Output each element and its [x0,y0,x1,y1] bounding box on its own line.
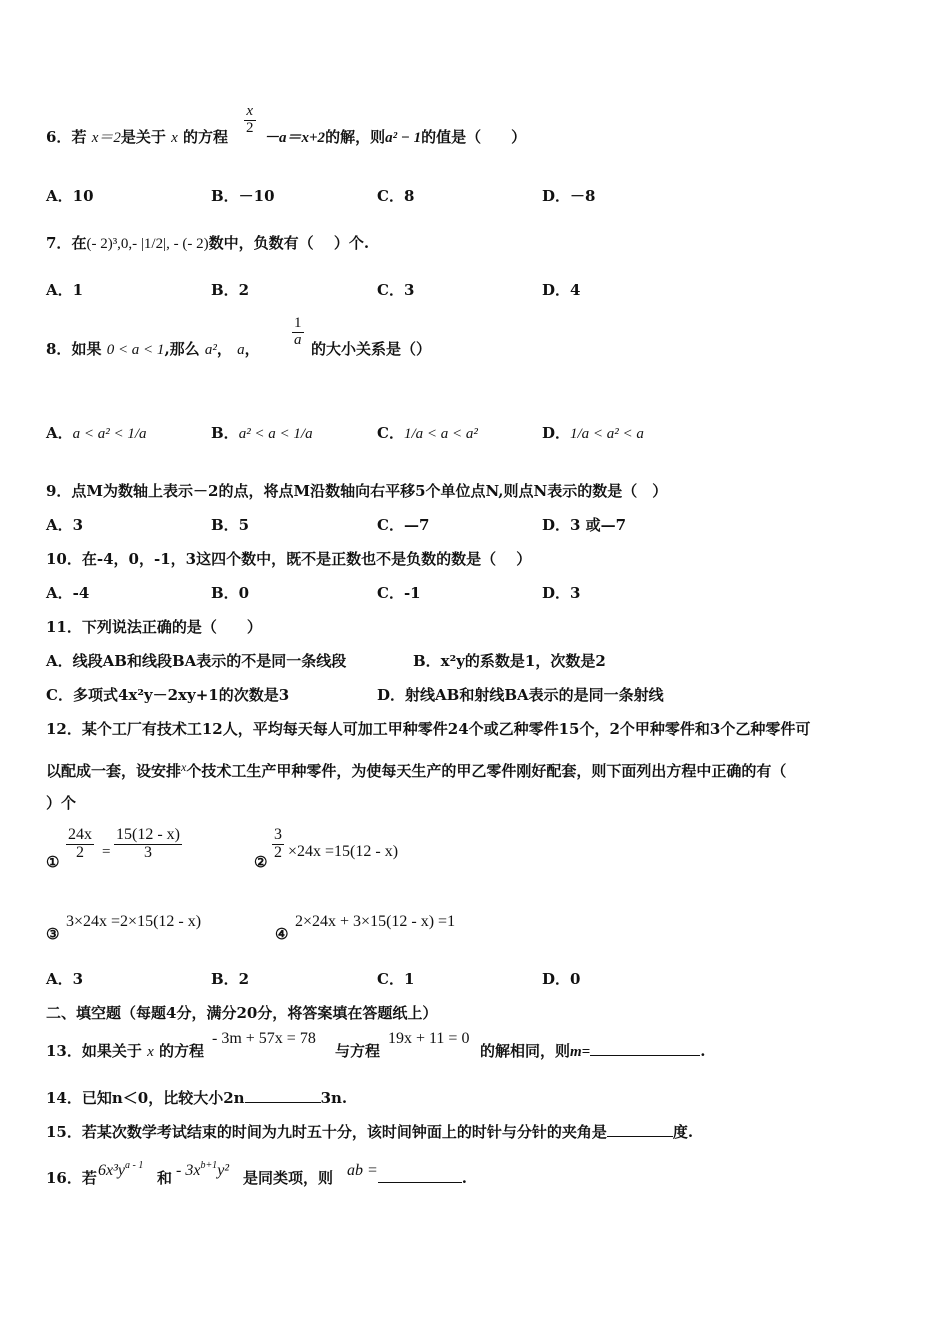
q13-tail [480,1041,705,1062]
q12-option-b[interactable]: B．2 [211,970,250,988]
q13-text-2: 的方程 [159,1042,205,1060]
q11-option-d[interactable]: D．射线AB和射线BA表示的是同一条射线 [377,686,664,704]
question-11: 11．下列说法正确的是（ ） [46,618,262,636]
q8-option-b[interactable] [211,423,313,444]
q8-frac-den: a [294,331,302,348]
q7-text-2: 数中，负数有（ ）个. [208,234,370,252]
q12-line2-b: 个技术工生产甲种零件，为使每天生产的甲乙零件刚好配套，则下面列出方程中正确的有（ [186,762,787,780]
q12-eq1-left-num: 24x [68,826,92,843]
question-12-line-3: ）个 [46,794,77,812]
question-12-line-1: 12．某个工厂有技术工12人，平均每天每人可加工甲种零件24个或乙种零件15个，2个甲种零件和3个乙种零件可 [46,720,811,738]
q8-text-1: 如果 [71,340,102,358]
q7-option-a[interactable]: A．1 [46,281,84,299]
q6-option-a[interactable]: A．10 [46,187,94,205]
q6-frac-num: x [244,104,256,121]
q13-end: . [700,1042,706,1060]
question-13 [46,1041,204,1062]
q12-eq1-right-num: 15(12 - x) [116,826,180,843]
q12-var: x [181,760,187,774]
q14-text-2: 3n. [320,1089,348,1107]
q9-option-b[interactable]: B．5 [211,516,250,534]
q12-eq1-right [114,827,182,862]
q12-option-a[interactable]: A．3 [46,970,84,988]
q12-eq1-label: ① [46,853,60,871]
q8-sep-1: ， [216,340,232,358]
q6-expr-3: a² − 1 [385,130,422,146]
q13-text-3: 与方程 [335,1042,381,1060]
q12-eq2-den: 2 [274,843,282,861]
q6-text-3: 的方程 [183,128,229,146]
q13-text-4: 的解相同，则 [480,1042,571,1060]
q13-m: m= [570,1044,591,1060]
q13-answer-blank[interactable] [590,1041,700,1056]
question-12-line-2 [46,757,786,781]
q16-expr-2-base: - 3x [176,1162,201,1179]
question-15 [46,1122,693,1142]
q8-text-2: ,那么 [164,340,200,358]
question-14 [46,1088,347,1108]
q11-option-a[interactable]: A．线段AB和线段BA表示的不是同一条线段 [46,652,347,670]
q12-eq1-left [66,827,94,862]
q6-expr-2: －a＝x+2 [264,130,326,146]
q7-option-b[interactable]: B．2 [211,281,250,299]
q8-option-c-expr: 1/a < a < a² [403,426,478,442]
q8-sep-2: ， [244,340,260,358]
q16-expr-1 [98,1156,143,1181]
q12-eq3-label: ③ [46,925,60,943]
q8-option-b-expr: a² < a < 1/a [238,426,313,442]
q8-option-b-label: B． [211,424,239,442]
q14-text-1: 14．已知n＜0，比较大小2n [46,1089,245,1107]
q13-eq-2: 19x + 11 = 0 [388,1030,470,1047]
q8-option-d-label: D． [542,424,571,442]
q10-option-a[interactable]: A．-4 [46,584,90,602]
q6-option-c[interactable]: C．8 [377,187,415,205]
q8-option-a[interactable] [46,423,147,444]
q7-option-c[interactable]: C．3 [377,281,415,299]
q10-option-c[interactable]: C．-1 [377,584,421,602]
q10-option-b[interactable]: B．0 [211,584,250,602]
question-6 [46,127,228,148]
q12-eq2-rest: ×24x =15(12 - x) [288,843,399,860]
q8-text-3: 的大小关系是（） [311,340,432,358]
q6-var: x [171,130,178,146]
q6-frac-den: 2 [246,119,254,136]
q16-expr-3: ab = [347,1162,378,1179]
q6-expr-1: x＝2 [91,130,121,146]
question-9: 9．点M为数轴上表示－2的点，将点M沿数轴向右平移5个单位点N,则点N表示的数是（ ） [46,482,668,500]
q16-expr-2-tail: y² [217,1162,230,1179]
q16-text-3: 是同类项，则 [243,1169,334,1187]
q16-tail [243,1168,333,1188]
question-16 [46,1168,97,1188]
q12-eq2-num: 3 [274,826,282,843]
q14-answer-blank[interactable] [245,1088,321,1103]
q6-option-d[interactable]: D．－8 [542,187,596,205]
q15-text-1: 15．若某次数学考试结束的时间为九时五十分，该时间钟面上的时针与分针的夹角是 [46,1123,607,1141]
q7-expr: (- 2)³,0,- |1/2|, - (- 2) [86,236,209,252]
q12-eq1-right-den: 3 [143,843,152,861]
q12-eq1-equals: = [102,844,111,860]
q6-line-tail [264,127,526,148]
question-7 [46,233,369,254]
q6-text-1: 若 [71,128,87,146]
q9-option-c[interactable]: C．—7 [377,516,430,534]
q8-frac-num: 1 [294,315,302,331]
q7-number: 7． [46,234,72,252]
question-10: 10．在-4，0，-1，3这四个数中，既不是正数也不是负数的数是（ ） [46,550,532,568]
q16-expr-1-base: 6x³y [98,1162,125,1179]
q12-option-d[interactable]: D．0 [542,970,581,988]
q9-option-d[interactable]: D．3 或—7 [542,516,627,534]
q13-eq-1: - 3m + 57x = 78 [212,1030,316,1047]
q8-line-tail [311,339,431,359]
q8-expr-1: a² [204,342,217,358]
q10-option-d[interactable]: D．3 [542,584,581,602]
q12-eq1-left-den: 2 [76,843,84,861]
q9-option-a[interactable]: A．3 [46,516,84,534]
q15-answer-blank[interactable] [607,1122,673,1137]
q16-expr-2 [176,1156,229,1181]
q12-eq4-label: ④ [275,925,289,943]
q7-text-1: 在 [71,234,87,252]
q16-end: . [461,1169,468,1187]
section-2-heading: 二、填空题（每题4分，满分20分，将答案填在答题纸上） [46,1004,438,1022]
question-8 [46,339,260,360]
q11-option-c[interactable]: C．多项式4x²y－2xy+1的次数是3 [46,686,290,704]
q6-number: 6． [46,128,72,146]
q8-expr-2: a [237,342,245,358]
q11-option-b[interactable]: B．x²y的系数是1，次数是2 [413,652,606,670]
q13-text-1: 13．如果关于 [46,1042,142,1060]
q8-option-c-label: C． [377,424,404,442]
q12-eq4: 2×24x + 3×15(12 - x) =1 [295,913,456,930]
q6-option-b[interactable]: B．－10 [211,187,275,205]
q6-text-4: 的解，则 [325,128,386,146]
q6-fraction [244,104,256,137]
q7-option-d[interactable]: D．4 [542,281,581,299]
q15-text-2: 度. [672,1123,694,1141]
q16-text-2: 和 [157,1169,173,1187]
q6-text-2: 是关于 [120,128,166,146]
q8-fraction [292,316,304,349]
q16-expr-2-sup: b+1 [200,1160,218,1171]
q13-var: x [147,1044,154,1060]
q16-answer-line [347,1160,467,1188]
q8-option-d-expr: 1/a < a² < a [570,426,644,442]
q16-text-1: 16．若 [46,1169,97,1187]
q8-condition: 0 < a < 1 [106,342,165,358]
q8-option-a-expr: a < a² < 1/a [72,426,147,442]
q12-eq2-frac [272,827,284,862]
q12-eq2-label: ② [254,853,268,871]
q8-option-a-label: A． [46,424,73,442]
q8-option-c[interactable] [377,423,478,444]
q12-option-c[interactable]: C．1 [377,970,415,988]
q16-answer-blank[interactable] [378,1168,462,1183]
q8-number: 8． [46,340,72,358]
q12-line2-a: 以配成一套，设安排 [46,762,182,780]
q8-option-d[interactable] [542,423,644,444]
q6-text-5: 的值是（ ） [421,128,527,146]
q12-eq3: 3×24x =2×15(12 - x) [66,913,202,930]
q16-expr-1-sup: a - 1 [125,1160,144,1171]
